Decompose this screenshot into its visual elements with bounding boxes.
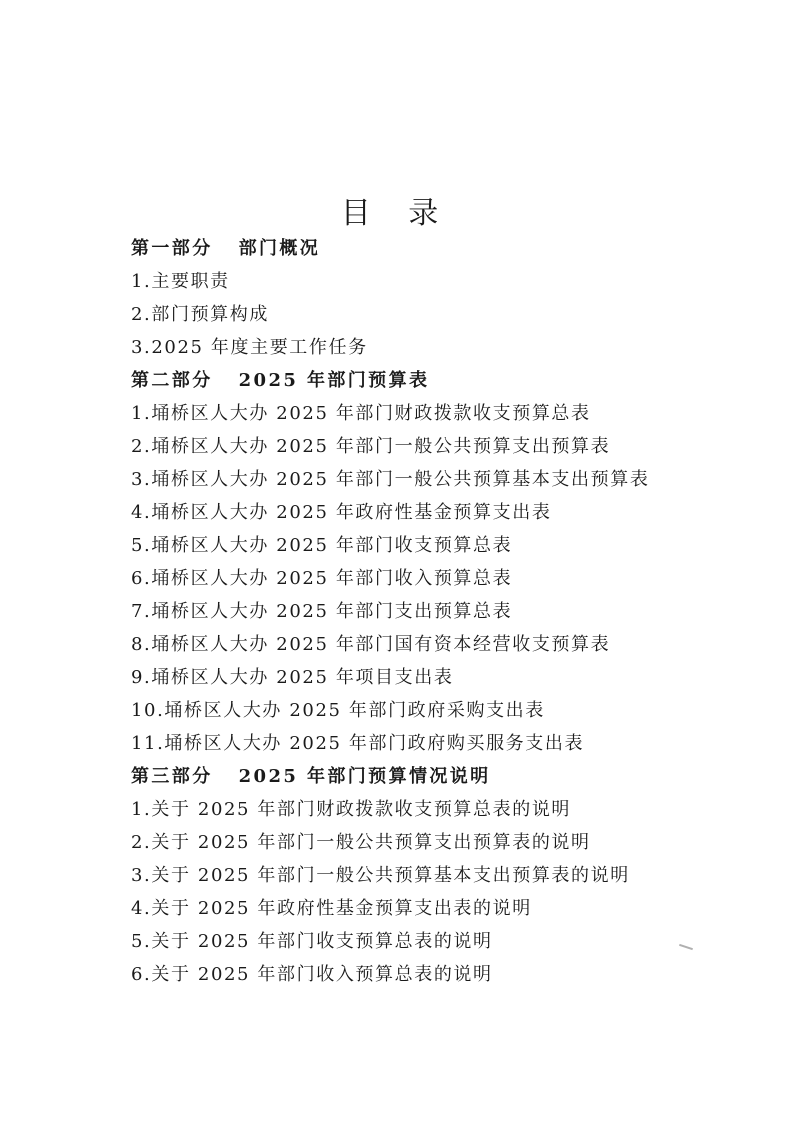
toc-item: 11.埇桥区人大办 2025 年部门政府购买服务支出表 — [131, 733, 585, 754]
toc-item: 1.主要职责 — [131, 271, 230, 292]
toc-item: 2.埇桥区人大办 2025 年部门一般公共预算支出预算表 — [131, 436, 611, 457]
section-heading-2 — [131, 364, 771, 397]
section-name: 部门概况 — [238, 238, 321, 259]
page-title: 目 录 — [340, 196, 453, 231]
toc-item: 3.2025 年度主要工作任务 — [131, 337, 368, 358]
section-name: 2025 年部门预算情况说明 — [238, 766, 491, 787]
toc-item: 1.埇桥区人大办 2025 年部门财政拨款收支预算总表 — [131, 403, 591, 424]
section-part-label: 第一部分 — [131, 238, 213, 259]
toc-item: 3.关于 2025 年部门一般公共预算基本支出预算表的说明 — [131, 865, 630, 886]
section-name: 2025 年部门预算表 — [238, 370, 430, 391]
toc-item: 8.埇桥区人大办 2025 年部门国有资本经营收支预算表 — [131, 634, 611, 655]
toc-item: 7.埇桥区人大办 2025 年部门支出预算总表 — [131, 601, 513, 622]
section-part-label: 第三部分 — [131, 766, 213, 787]
toc-item: 1.关于 2025 年部门财政拨款收支预算总表的说明 — [131, 799, 572, 820]
toc-item: 5.关于 2025 年部门收支预算总表的说明 — [131, 931, 493, 952]
toc-item: 9.埇桥区人大办 2025 年项目支出表 — [131, 667, 454, 688]
toc-item: 10.埇桥区人大办 2025 年部门政府采购支出表 — [131, 700, 545, 721]
table-of-contents — [131, 232, 771, 991]
section-part-label: 第二部分 — [131, 370, 213, 391]
section-heading-1 — [131, 232, 771, 265]
toc-item: 2.关于 2025 年部门一般公共预算支出预算表的说明 — [131, 832, 591, 853]
section-heading-3 — [131, 760, 771, 793]
toc-item: 4.关于 2025 年政府性基金预算支出表的说明 — [131, 898, 532, 919]
toc-item: 6.关于 2025 年部门收入预算总表的说明 — [131, 964, 493, 985]
toc-item: 5.埇桥区人大办 2025 年部门收支预算总表 — [131, 535, 513, 556]
toc-item: 3.埇桥区人大办 2025 年部门一般公共预算基本支出预算表 — [131, 469, 650, 490]
toc-item: 2.部门预算构成 — [131, 304, 269, 325]
toc-item: 4.埇桥区人大办 2025 年政府性基金预算支出表 — [131, 502, 552, 523]
toc-item: 6.埇桥区人大办 2025 年部门收入预算总表 — [131, 568, 513, 589]
